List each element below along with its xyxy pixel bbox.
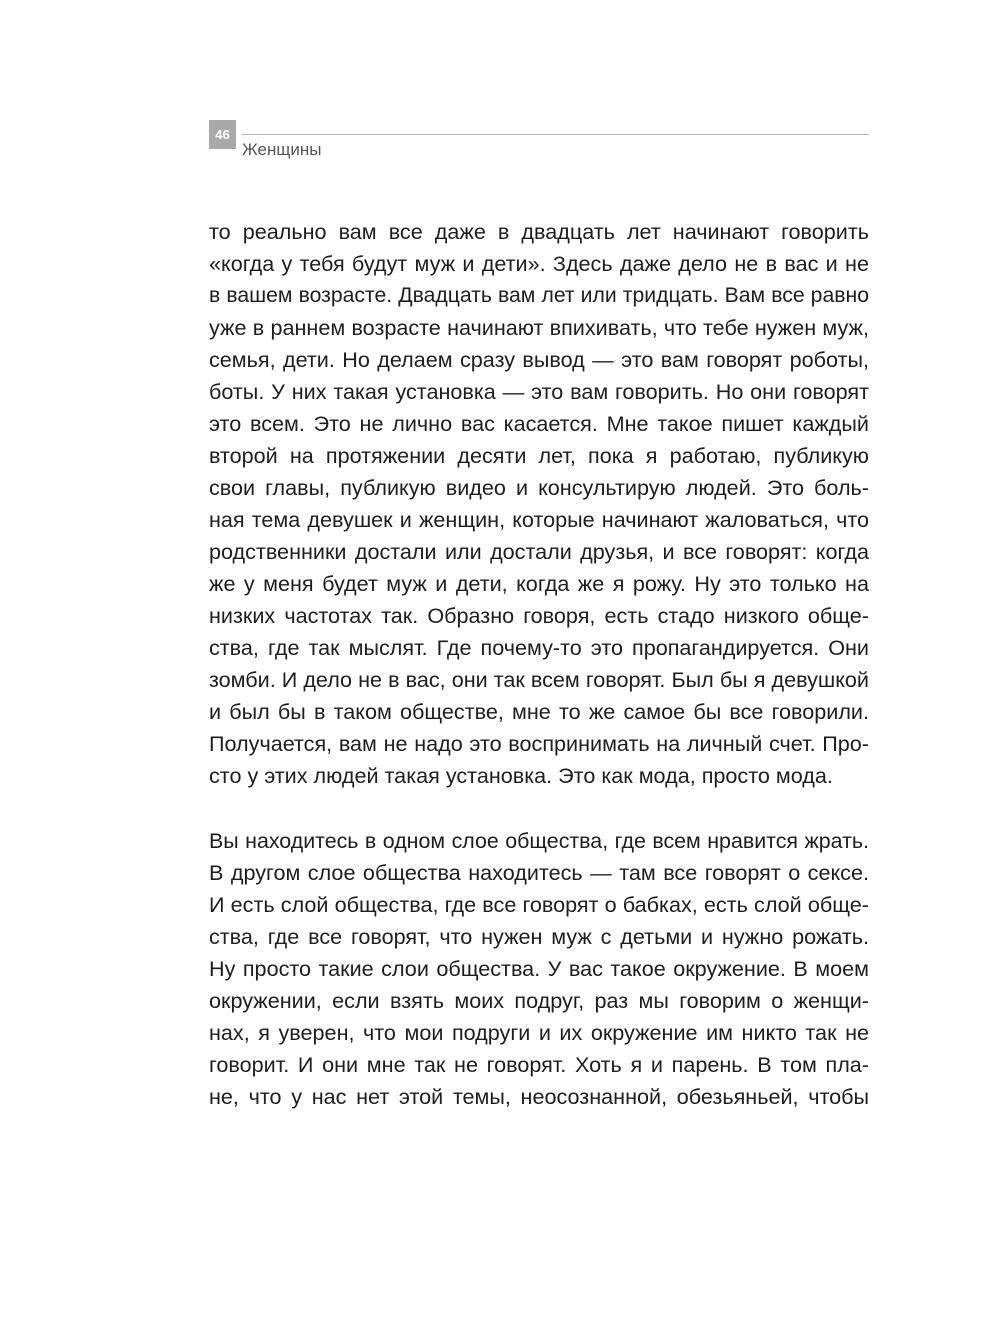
text-line: свои главы, публикую видео и консультирую людей. Это боль- (209, 475, 869, 500)
text-line: не, что у нас нет этой темы, неосознанной, обезьяньей, чтобы (209, 1084, 869, 1109)
text-line: Ну просто такие слои общества. У вас такое окружение. В моем (209, 956, 869, 981)
text-line: зомби. И дело не в вас, они так всем говорят. Был бы я девушкой (209, 667, 869, 692)
page-number: 46 (209, 120, 236, 149)
paragraph-2 (209, 825, 869, 1113)
text-line: же у меня будет муж и дети, когда же я рожу. Ну это только на (209, 571, 869, 596)
text-line: ства, где так мыслят. Где почему-то это пропагандируется. Они (209, 635, 869, 660)
text-line: боты. У них такая установка — это вам говорить. Но они говорят (209, 379, 869, 404)
text-line: В другом слое общества находитесь — там все говорят о сексе. (209, 860, 869, 885)
page-header (209, 118, 869, 162)
text-line: родственники достали или достали друзья, и все говорят: когда (209, 539, 869, 564)
text-line: И есть слой общества, где все говорят о бабках, есть слой обще- (209, 892, 869, 917)
text-line: уже в раннем возрасте начинают впихивать, что тебе нужен муж, (209, 315, 869, 340)
text-line: нах, я уверен, что мои подруги и их окружение им никто так не (209, 1020, 869, 1045)
text-line: ная тема девушек и женщин, которые начинают жаловаться, что (209, 507, 869, 532)
text-line: это всем. Это не лично вас касается. Мне такое пишет каждый (209, 411, 869, 436)
text-line: говорит. И они мне так не говорят. Хоть я и парень. В том пла- (209, 1052, 869, 1077)
text-line: то реально вам все даже в двадцать лет начинают говорить (209, 219, 869, 244)
header-rule (241, 134, 869, 135)
text-line: и был бы в таком обществе, мне то же самое бы все говорили. (209, 699, 869, 724)
text-line: в вашем возрасте. Двадцать вам лет или тридцать. Вам все равно (209, 284, 869, 307)
text-line: Получается, вам не надо это воспринимать на личный счет. Про- (209, 731, 869, 756)
text-line: второй на протяжении десяти лет, пока я работаю, публикую (209, 443, 869, 468)
text-line: семья, дети. Но делаем сразу вывод — это вам говорят роботы, (209, 347, 869, 372)
text-line: окружении, если взять моих подруг, раз мы говорим о женщи- (209, 988, 869, 1013)
paragraph-1 (209, 216, 869, 792)
text-line: Вы находитесь в одном слое общества, где всем нравится жрать. (209, 829, 869, 853)
text-line: ства, где все говорят, что нужен муж с детьми и нужно рожать. (209, 924, 869, 949)
body-text (209, 216, 869, 1113)
text-line: низких частотах так. Образно говоря, есть стадо низкого обще- (209, 603, 869, 628)
text-line: сто у этих людей такая установка. Это как мода, просто мода. (209, 763, 833, 788)
text-line: «когда у тебя будут муж и дети». Здесь даже дело не в вас и не (209, 251, 869, 276)
running-head: Женщины (242, 140, 322, 159)
